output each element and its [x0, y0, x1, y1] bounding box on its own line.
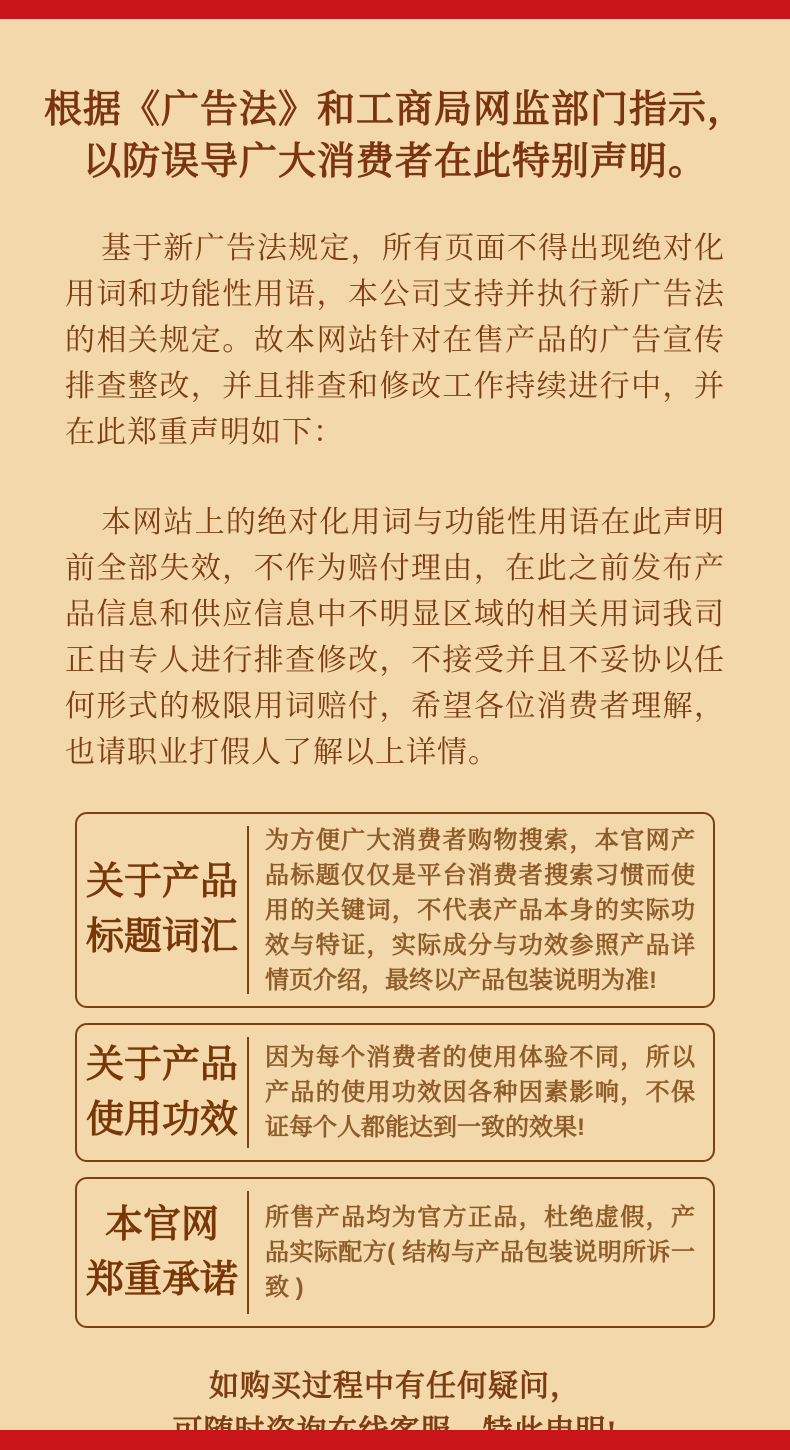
- top-red-band: [0, 0, 790, 19]
- footer-note-line1: 如购买过程中有任何疑问，: [209, 1370, 581, 1403]
- notice-box-product-effect: [75, 1023, 715, 1162]
- notice-box-label-line1: 本官网: [104, 1203, 219, 1246]
- notice-box-label-line2: 标题词汇: [85, 916, 238, 958]
- page-title-line2: 以防误导广大消费者在此特别声明。: [82, 141, 707, 183]
- notice-box-label: [77, 1038, 247, 1148]
- notice-box-body: 因为每个消费者的使用体验不同，所以产品的使用功效因各种因素影响，不保证每个人都能达到一致的效果!: [265, 1044, 695, 1141]
- notice-box-label-line2: 郑重承诺: [85, 1258, 238, 1301]
- notice-box-label: [77, 1198, 247, 1308]
- notice-box-label-line2: 使用功效: [85, 1098, 238, 1141]
- notice-box-body: 为方便广大消费者购物搜索，本官网产品标题仅仅是平台消费者搜索习惯而使用的关键词，不代表产品本身的实际功效与特证，实际成分与功效参照产品详情页介绍，最终以产品包装说明为准!: [265, 826, 695, 994]
- page-title: [0, 84, 790, 188]
- notice-boxes: [0, 812, 790, 1328]
- statement-paragraph-1: 基于新广告法规定，所有页面不得出现绝对化用词和功能性用语，本公司支持并执行新广告法的相关规定。故本网站针对在售产品的广告宣传排查整改，并且排查和修改工作持续进行中，并在此郑重声明如下：: [65, 232, 725, 449]
- notice-box-label: [77, 855, 247, 965]
- notice-box-label-line1: 关于产品: [85, 861, 238, 903]
- notice-box-body: 所售产品均为官方正品，杜绝虚假，产品实际配方( 结构与产品包装说明所诉一致 ): [265, 1204, 695, 1301]
- page-title-line1: 根据《广告法》和工商局网监部门指示，: [43, 89, 746, 131]
- notice-box-product-title-keywords: [75, 812, 715, 1008]
- notice-box-official-promise: [75, 1177, 715, 1328]
- statement-paragraph-2: 本网站上的绝对化用词与功能性用语在此声明前全部失效，不作为赔付理由，在此之前发布产品信息和供应信息中不明显区域的相关用词我司正由专人进行排查修改，不接受并且不妥协以任何形式的极限用词赔付，希望各位消费者理解，也请职业打假人了解以上详情。: [65, 506, 725, 769]
- notice-box-label-line1: 关于产品: [85, 1043, 238, 1086]
- bottom-red-band: [0, 1430, 790, 1450]
